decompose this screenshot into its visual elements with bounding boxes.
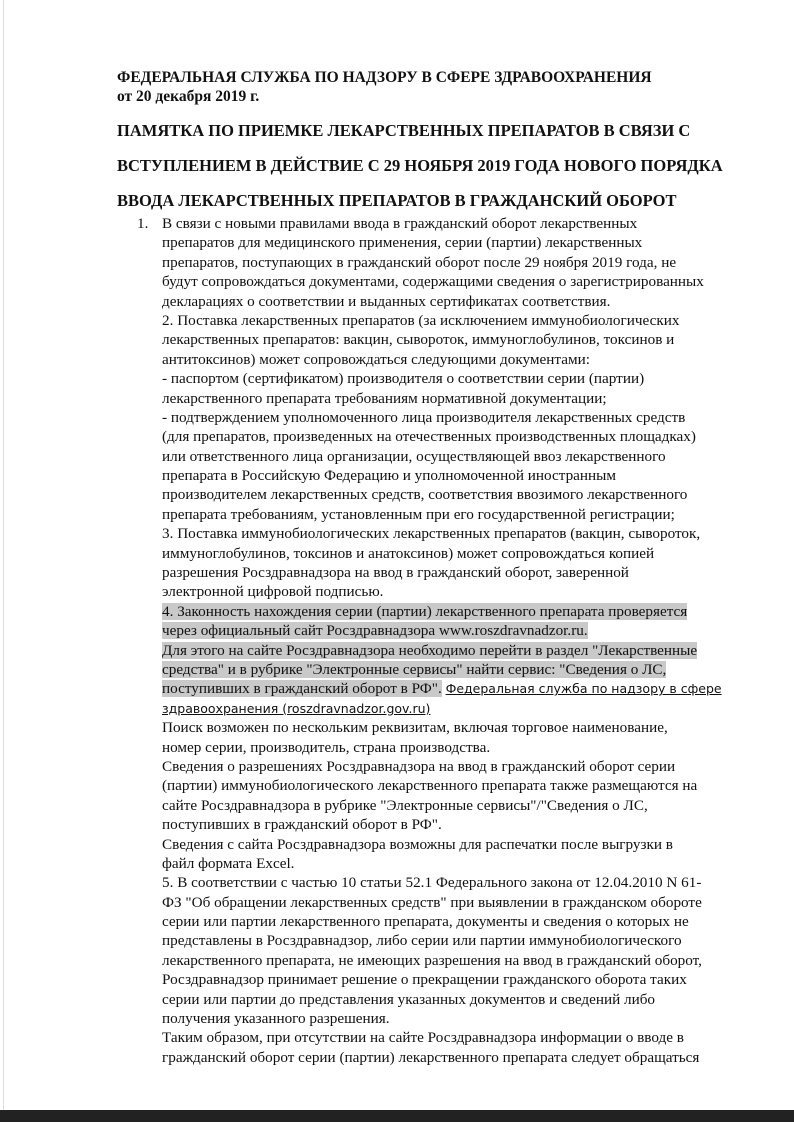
text-line: [162, 253, 722, 272]
line-text: лекарственных препаратов: вакцин, сывороток, иммуноглобулинов, токсинов и: [162, 331, 675, 349]
text-line: [162, 621, 722, 640]
line-text: препарата требованиям, установленным при его государственной регистрации;: [162, 505, 675, 523]
text-line: [162, 1048, 722, 1067]
text-line: [162, 330, 722, 349]
line-text: - паспортом (сертификатом) производителя о соответствии серии (партии): [162, 370, 645, 388]
text-line: [162, 990, 722, 1009]
text-line: [162, 602, 722, 621]
line-text: Сведения о разрешениях Росздравнадзора на ввод в гражданский оборот серии: [162, 757, 676, 775]
line-text: препаратов, поступающих в гражданский оборот после 29 ноября 2019 года, не: [162, 253, 677, 271]
line-text: препарата в Российскую Федерацию и уполномоченной иностранным: [162, 467, 616, 485]
text-line: [162, 757, 722, 776]
roszdravnadzor-link[interactable]: Федеральная служба по надзору в сфере: [445, 681, 722, 697]
title-line-3: ВВОДА ЛЕКАРСТВЕННЫХ ПРЕПАРАТОВ В ГРАЖДАНСКИЙ ОБОРОТ: [117, 191, 677, 210]
scan-edge: [3, 0, 4, 1110]
text-line: [162, 699, 722, 718]
text-line: [162, 679, 722, 698]
line-text: 3. Поставка иммунобиологических лекарственных препаратов (вакцин, сывороток,: [162, 525, 701, 543]
line-text: препаратов для медицинского применения, серии (партии) лекарственных: [162, 234, 643, 252]
text-line: [162, 873, 722, 892]
line-text: 4. Законность нахождения серии (партии) лекарственного препарата проверяется: [162, 602, 688, 620]
scan-bottom-border: [0, 1110, 794, 1122]
text-line: [162, 912, 722, 931]
text-line: [162, 776, 722, 795]
text-line: [162, 505, 722, 524]
text-line: [162, 951, 722, 970]
line-text: лекарственного препарата требованиям нормативной документации;: [162, 389, 607, 407]
text-line: [162, 544, 722, 563]
line-text: представлены в Росздравнадзор, либо серии или партии иммунобиологического: [162, 932, 682, 950]
text-line: [162, 311, 722, 330]
line-text: (для препаратов, произведенных на отечественных производственных площадках): [162, 428, 696, 446]
text-line: [162, 1028, 722, 1047]
line-text: сайте Росздравнадзора в рубрике "Электронные сервисы"/"Сведения о ЛС,: [162, 796, 648, 814]
text-line: [162, 815, 722, 834]
line-text: В связи с новыми правилами ввода в гражданский оборот лекарственных: [162, 215, 638, 232]
line-text: серии или партии лекарственного препарата, документы и сведения о которых не: [162, 913, 689, 931]
text-line: [162, 466, 722, 485]
text-line: [162, 931, 722, 950]
line-text: номер серии, производитель, страна производства.: [162, 738, 491, 756]
text-line: [162, 718, 722, 737]
line-text: или ответственного лица организации, осуществляющей ввоз лекарственного: [162, 447, 666, 465]
line-text: ФЗ "Об обращении лекарственных средств" при выявлении в гражданском обороте: [162, 893, 702, 911]
text-line: [162, 292, 722, 311]
text-line: [162, 835, 722, 854]
text-line: [162, 485, 722, 504]
text-line: [162, 350, 722, 369]
line-text: получения указанного разрешения.: [162, 1010, 390, 1028]
line-text: серии или партии до представления указанных документов и сведений либо: [162, 990, 656, 1008]
line-text: гражданский оборот серии (партии) лекарственного препарата следует обращаться: [162, 1048, 700, 1066]
line-text: 2. Поставка лекарственных препаратов (за исключением иммунобиологических: [162, 311, 680, 329]
text-line: [162, 389, 722, 408]
document-body: [137, 214, 722, 1067]
line-text: антитоксинов) может сопровождаться следующими документами:: [162, 350, 590, 368]
roszdravnadzor-link-continued[interactable]: здравоохранения (roszdravnadzor.gov.ru): [162, 700, 431, 716]
line-text: Таким образом, при отсутствии на сайте Росздравнадзора информации о вводе в: [162, 1029, 684, 1047]
text-line: [162, 524, 722, 543]
agency-name: ФЕДЕРАЛЬНАЯ СЛУЖБА ПО НАДЗОРУ В СФЕРЕ ЗДРАВООХРАНЕНИЯ: [117, 69, 652, 86]
line-text: будут сопровождаться документами, содержащими сведения о зарегистрированных: [162, 273, 704, 291]
line-text: Поиск возможен по нескольким реквизитам, включая торговое наименование,: [162, 719, 668, 737]
text-line: [162, 738, 722, 757]
line-text: файл формата Excel.: [162, 854, 295, 872]
line-text: иммуноглобулинов, токсинов и анатоксинов) может сопровождаться копией: [162, 544, 655, 562]
text-line: [162, 970, 722, 989]
text-line: [162, 893, 722, 912]
title-line-2: ВСТУПЛЕНИЕМ В ДЕЙСТВИЕ С 29 НОЯБРЯ 2019 ГОДА НОВОГО ПОРЯДКА: [117, 156, 723, 175]
list-number: 1.: [137, 215, 149, 232]
text-line: [162, 272, 722, 291]
line-text: Для этого на сайте Росздравнадзора необходимо перейти в раздел "Лекарственные: [162, 641, 698, 659]
line-text: - подтверждением уполномоченного лица производителя лекарственных средств: [162, 408, 686, 426]
text-line: [162, 447, 722, 466]
line-text: 5. В соответствии с частью 10 статьи 52.1 Федерального закона от 12.04.2010 N 61-: [162, 874, 702, 892]
line-text: разрешения Росздравнадзора на ввод в гражданский оборот, заверенной: [162, 564, 629, 582]
line-text: (партии) иммунобиологического лекарственного препарата также размещаются на: [162, 777, 698, 795]
text-line: [162, 408, 722, 427]
text-line: [162, 563, 722, 582]
text-line: [162, 582, 722, 601]
line-text: производителем лекарственных средств, соответствия ввозимого лекарственного: [162, 486, 688, 504]
line-text: лекарственного препарата, не имеющих разрешения на ввод в гражданский оборот,: [162, 951, 702, 969]
text-line: [162, 214, 722, 233]
line-text: декларациях о соответствии и выданных сертификатах соответствия.: [162, 292, 611, 310]
line-text: Росздравнадзор принимает решение о прекращении гражданского оборота таких: [162, 971, 687, 989]
line-text: Сведения с сайта Росздравнадзора возможны для распечатки после выгрузки в: [162, 835, 673, 853]
text-line: [162, 369, 722, 388]
line-text: электронной цифровой подписью.: [162, 583, 384, 601]
line-text: поступивших в гражданский оборот в РФ".: [162, 680, 442, 698]
text-line: [162, 660, 722, 679]
line-text: поступивших в гражданский оборот в РФ".: [162, 816, 442, 834]
text-line: [162, 427, 722, 446]
text-line: [162, 233, 722, 252]
line-text: средства" и в рубрике "Электронные сервисы" найти сервис: "Сведения о ЛС,: [162, 660, 667, 678]
text-line: [162, 796, 722, 815]
text-line: [162, 854, 722, 873]
text-line: [162, 1009, 722, 1028]
document-date: от 20 декабря 2019 г.: [117, 88, 260, 105]
line-text: через официальный сайт Росздравнадзора www.roszdravnadzor.ru.: [162, 622, 588, 640]
title-line-1: ПАМЯТКА ПО ПРИЕМКЕ ЛЕКАРСТВЕННЫХ ПРЕПАРАТОВ В СВЯЗИ С: [117, 121, 691, 140]
text-line: [162, 641, 722, 660]
